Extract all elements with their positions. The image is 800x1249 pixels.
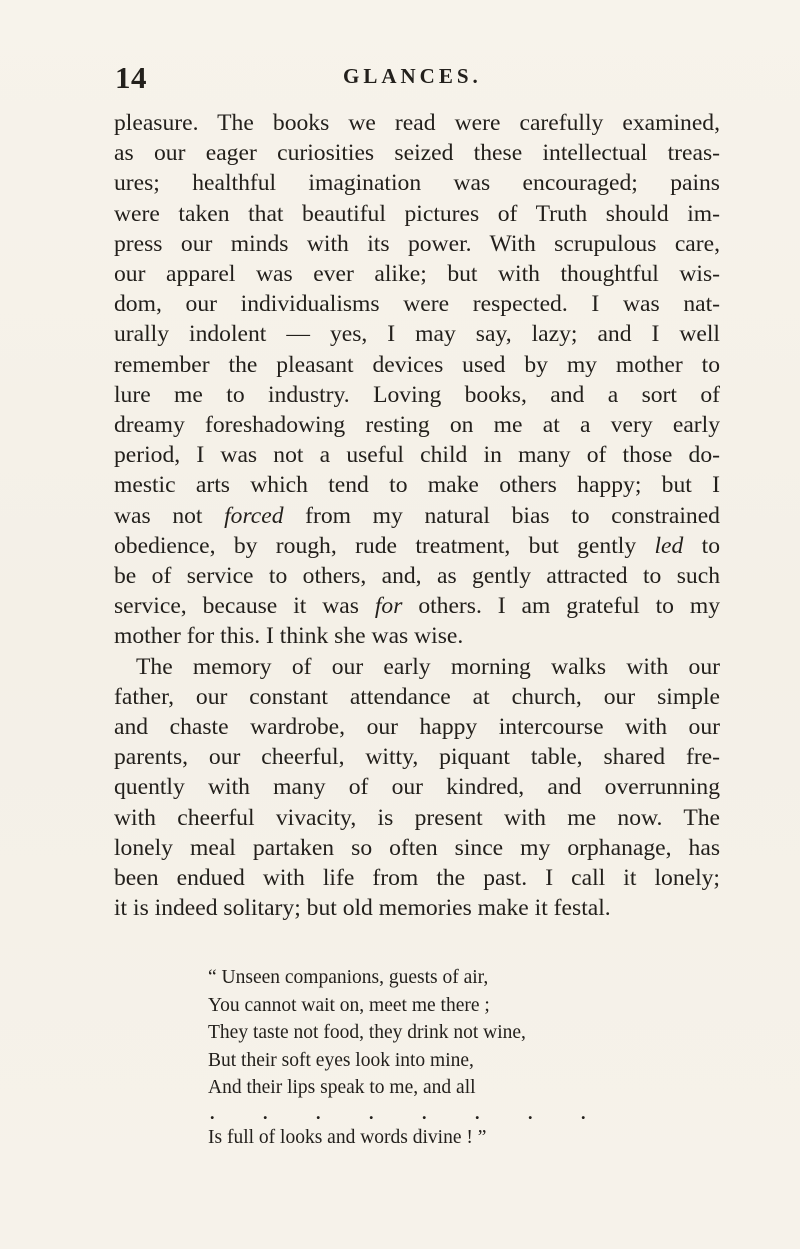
poem-line: They taste not food, they drink not wine, — [208, 1022, 526, 1044]
text-line: pleasure. The books we read were carefully examined, — [114, 110, 720, 136]
paragraph-2 — [114, 652, 720, 924]
text-fragment: to — [701, 532, 720, 559]
text-fragment: was not — [114, 502, 203, 529]
body-text — [114, 108, 720, 923]
text-line: as our eager curiosities seized these intellectual treas- — [114, 140, 720, 167]
poem-quote — [208, 964, 688, 1152]
poem-line: You cannot wait on, meet me there ; — [208, 994, 490, 1016]
text-fragment: service, because it was — [114, 593, 359, 620]
page-header — [115, 60, 715, 100]
text-fragment: from my natural bias to constrained — [305, 502, 720, 529]
text-line: be of service to others, and, as gently attracted to such — [114, 563, 720, 590]
poem-line: Is full of looks and words divine ! ” — [208, 1126, 487, 1148]
poem-line: But their soft eyes look into mine, — [208, 1049, 474, 1071]
text-line — [114, 591, 720, 621]
text-line: ures; healthful imagination was encouraged; pains — [114, 170, 720, 197]
text-line — [114, 501, 720, 531]
text-line: lure me to industry. Loving books, and a sort of — [114, 381, 720, 408]
italic-word: for — [374, 593, 403, 620]
text-line: it is indeed solitary; but old memories make it festal. — [114, 895, 611, 922]
poem-line: “ Unseen companions, guests of air, — [208, 967, 489, 988]
text-fragment: others. I am grateful to my — [418, 593, 720, 620]
ellipsis-line: . . . . . . . . — [210, 1102, 608, 1123]
italic-word: led — [654, 532, 684, 559]
text-line: The memory of our early morning walks with our — [136, 653, 720, 680]
text-line: press our minds with its power. With scrupulous care, — [114, 230, 720, 257]
text-line: were taken that beautiful pictures of Truth should im- — [114, 200, 720, 227]
text-line: with cheerful vivacity, is present with me now. The — [114, 804, 720, 831]
text-line: mother for this. I think she was wise. — [114, 623, 464, 650]
text-line: dom, our individualisms were respected. I was nat- — [114, 291, 720, 318]
text-line: lonely meal partaken so often since my orphanage, has — [114, 834, 720, 861]
page-number: 14 — [115, 60, 147, 95]
text-line: urally indolent — yes, I may say, lazy; and I well — [114, 321, 720, 348]
text-line: our apparel was ever alike; but with thoughtful wis- — [114, 261, 720, 288]
text-fragment: obedience, by rough, rude treatment, but gently — [114, 532, 637, 559]
text-line: remember the pleasant devices used by my mother to — [114, 351, 720, 378]
text-line: and chaste wardrobe, our happy intercourse with our — [114, 714, 720, 741]
text-line: mestic arts which tend to make others happy; but I — [114, 472, 720, 499]
italic-word: forced — [224, 502, 284, 529]
text-line: father, our constant attendance at church, our simple — [114, 683, 720, 710]
text-line — [114, 531, 720, 561]
text-line: parents, our cheerful, witty, piquant table, shared fre- — [114, 744, 720, 771]
text-line: dreamy foreshadowing resting on me at a very early — [114, 412, 720, 439]
text-line: period, I was not a useful child in many of those do- — [114, 442, 720, 469]
running-head: GLANCES. — [343, 64, 482, 88]
text-line: quently with many of our kindred, and overrunning — [114, 774, 720, 801]
paragraph-1 — [114, 108, 720, 652]
text-line: been endued with life from the past. I call it lonely; — [114, 865, 720, 892]
poem-line: And their lips speak to me, and all — [208, 1077, 476, 1099]
